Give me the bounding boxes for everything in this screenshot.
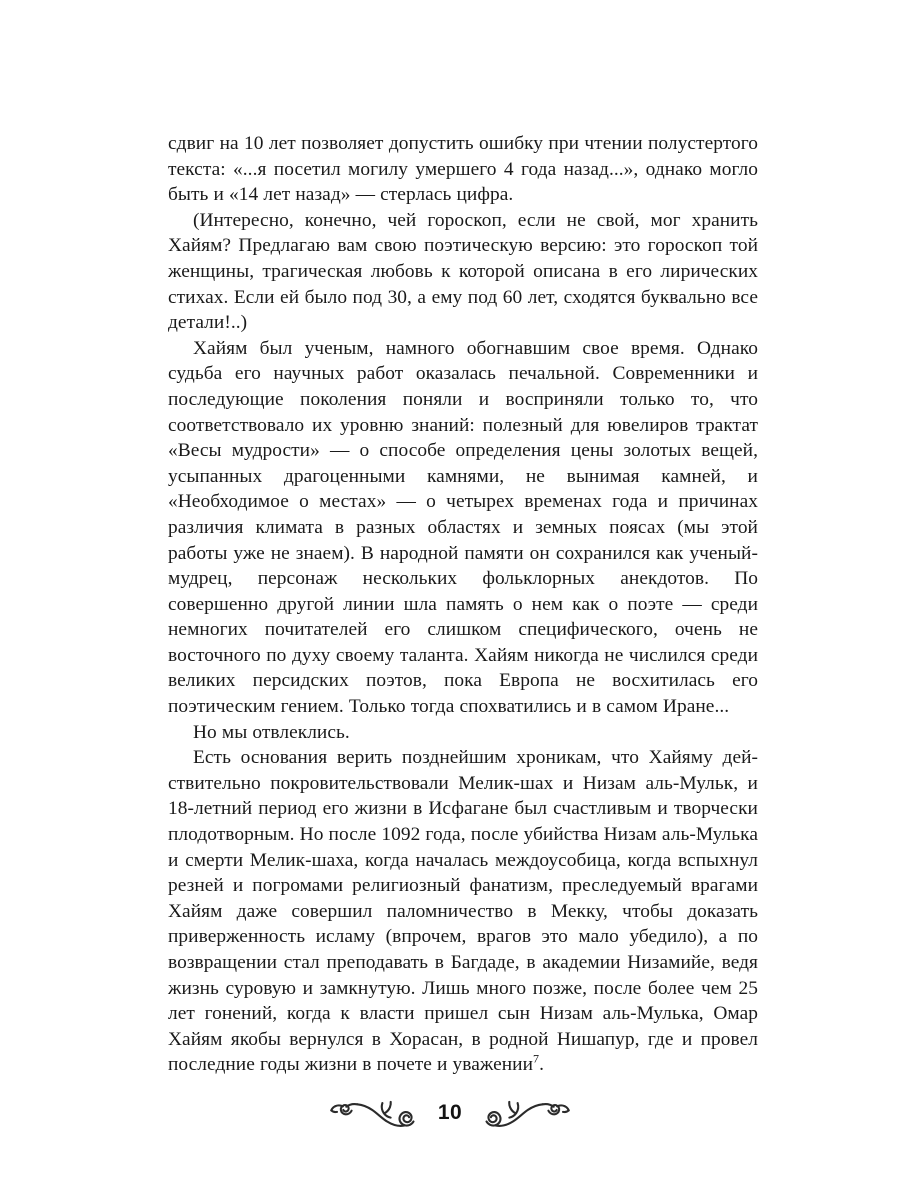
paragraph-horoscope-aside: (Интересно, конечно, чей гороскоп, если не свой, мог хранить Хайям? Предлагаю вам свою поэтическую версию: это гороскоп той женщины, трагическая любовь к которой описана в его лирических стихах. Если ей было под 30, а ему под 60 лет, сходятся буквально все детали!..) (168, 209, 758, 334)
footnote-reference-marker[interactable]: 7 (533, 1051, 540, 1066)
paragraph-chronicles-terminator: . (539, 1054, 544, 1076)
flourish-ornament-left-icon (327, 1096, 419, 1130)
flourish-ornament-right-icon (481, 1096, 573, 1130)
paragraph-chronicles (168, 745, 758, 1078)
paragraph-digression-note: Но мы отвлеклись. (193, 721, 350, 743)
page-text-block (168, 131, 758, 1078)
paragraph-khayyam-scholar: Хайям был ученым, намного обогнавшим свое время. Однако судьба его научных работ оказалась печальной. Современники и последующие поколения поняли и восприняли только то, что соответствовало их уровню знаний: полезный для ювелиров трактат «Весы мудрости» — о способе определения цены золотых вещей, усыпанных драгоценными камнями, не вынимая камней, и «Необходимое о местах» — о четырех временах года и причинах различия климата в разных областях и земных поясах (мы этой работы уже не знаем). В народной памяти он сохранился как ученый-мудрец, персонаж нескольких фольклорных анекдотов. По совершенно другой линии шла память о нем как о поэте — среди немногих почитателей его слишком специфического, очень не восточного по духу своему таланта. Хайям никогда не числился среди великих персидских поэтов, пока Европа не восхитилась его поэтическим гением. Только тогда спохватились и в самом Иране... (168, 337, 758, 718)
page-footer (0, 1096, 900, 1130)
paragraph-continued: сдвиг на 10 лет позволяет допустить ошибку при чтении полустертого текста: «...я посетил могилу умершего 4 года назад...», однако могло быть и «14 лет назад» — стерлась цифра. (168, 133, 758, 206)
paragraph-chronicles-text: Есть основания верить позднейшим хроникам, что Хайяму действительно покровительствовали Мелик-шах и Низам аль-Мульк, и 18-летний период его жизни в Исфагане был счастливым и творчески плодотворным. Но после 1092 года, после убийства Низам аль-Мулька и смерти Мелик-шаха, когда началась междоусобица, когда вспыхнул резней и погромами религиозный фанатизм, преследуемый врагами Хайям даже совершил паломничество в Мекку, чтобы доказать приверженность исламу (впрочем, врагов это мало убедило), а по возвращении стал преподавать в Багдаде, в академии Низамийе, ведя жизнь суровую и замкнутую. Лишь много позже, после более чем 25 лет гонений, когда к власти пришел сын Низам аль-Мулька, Омар Хайям якобы вернулся в Хорасан, в родной Нишапур, где и провел последние годы жизни в почете и уважении (168, 747, 759, 1076)
page-number: 10 (437, 1101, 463, 1124)
